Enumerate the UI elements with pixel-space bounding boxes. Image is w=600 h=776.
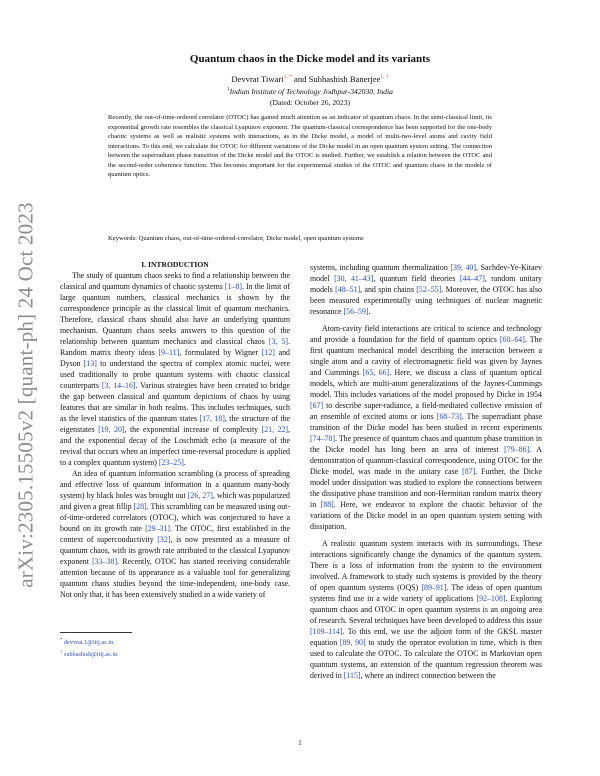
affiliation	[80, 87, 540, 96]
paragraph-text: . The presence of quantum chaos and quantum phase transition in the Dicke model has long been an area of interest	[310, 434, 542, 454]
citation-link[interactable]: [29–31]	[145, 524, 171, 533]
citation-link[interactable]: [56–59]	[343, 307, 369, 316]
affiliation-mark: 1	[227, 87, 230, 93]
abstract: Recently, the out-of-time-ordered correlator (OTOC) has gained much attention as an indicator of quantum chaos. In the semi-classical limit, its exponential growth rate resembles the classical Lyapunov exponent. The quantum-classical correspondence has been supported for the one-body chaotic systems as well as realistic systems with interactions, as in the Dicke model, a model of multi-two-level atoms and cavity field interactions. To this end, we calculate the OTOC for different variations of the Dicke model in an open quantum system setting. The connection between the superradiant phase transition of the Dicke model and the OTOC is studied. Further, we establish a relation between the OTOC and the second-order coherence function. This becomes important for the experimental studies of the OTOC and quantum chaos in the models of quantum optics.	[108, 114, 492, 178]
citation-link[interactable]: [89–91]	[421, 583, 447, 592]
citation-link[interactable]: [1–8]	[224, 282, 242, 291]
paragraph-text: . Random matrix theory ideas	[60, 337, 290, 357]
citation-link[interactable]: [60–64]	[499, 335, 525, 344]
paragraph-text: . Exploring quantum chaos and OTOC in open quantum systems is an ongoing area of research. Several techniques have been developed to address this issue	[310, 594, 542, 625]
paragraph-text: . A demonstration of quantum-classical correspondence, using OTOC for the Dicke model, was made in the unitary case	[310, 445, 542, 476]
intro-paragraph-1	[60, 270, 290, 468]
citation-link[interactable]: [68–73]	[436, 412, 462, 421]
citation-link[interactable]: [23–25]	[158, 458, 184, 467]
paragraph-text: , is now presented as a measure of quantum chaos, with its growth rate attributed to the classical Lyapunov exponent	[60, 535, 290, 566]
paragraph-text: , where an indirect connection between the	[360, 671, 496, 680]
citation-link[interactable]: [52–55]	[416, 285, 442, 294]
citation-link[interactable]: [89, 90]	[339, 638, 366, 647]
footnote-2-email[interactable]: subhashish@iitj.ac.in	[64, 651, 118, 659]
citation-link[interactable]: [115]	[343, 671, 361, 680]
citation-link[interactable]: [17, 18]	[199, 414, 225, 423]
citation-link[interactable]: [65, 66]	[362, 368, 390, 377]
left-column	[60, 259, 290, 600]
author-1: Devvrat Tiwari	[231, 74, 284, 84]
paragraph-text: . Moreover, the OTOC has also been measured experimentally using techniques of nuclear magnetic resonance	[310, 285, 542, 316]
citation-link[interactable]: [26, 27]	[187, 491, 213, 500]
paragraph-text: . To this end, we use the adjoint form of the GKSL master equation	[310, 627, 542, 647]
author-2: Subhashish Banerjee	[308, 74, 381, 84]
paragraph-text: , the structure of the eigenstates	[60, 414, 291, 434]
citation-link[interactable]: [74–78]	[310, 434, 335, 443]
citation-link[interactable]: [88]	[320, 500, 334, 509]
citation-link[interactable]: [109–114]	[310, 627, 343, 636]
section-heading: I. INTRODUCTION	[141, 260, 209, 269]
paragraph-text: . The OTOC, first established in the context of superconductivity	[60, 524, 290, 544]
intro-paragraph-3	[310, 262, 542, 317]
arxiv-sidebar	[4, 200, 48, 590]
date-line: (Dated: October 26, 2023)	[269, 98, 351, 107]
paragraph-text: . In the limit of large quantum numbers, classical mechanics is shown by the correspondence principle as the classical limit of quantum mechanics. Therefore, classical chaos should also have an underlying quantum mechanism. Quantum chaos seeks answers to this question of the relationship between quantum mechanics and classical chaos	[60, 282, 290, 346]
footnote-1-mark: *	[60, 638, 63, 643]
paragraph-text: systems, including quantum thermalization	[310, 263, 451, 272]
footnote-1-email[interactable]: devvrat.1@iitj.ac.in	[64, 639, 114, 647]
paragraph-text: An idea of quantum information scrambling (a process of spreading and effective loss of quantum information in a quantum many-body system) by black holes was brought out	[60, 469, 290, 500]
page-number: 1	[298, 738, 302, 747]
paragraph-text: . This scrambling can be measured using out-of-time-ordered correlators (OTOC), which was conjectured to have a bound on its growth rate	[60, 502, 290, 533]
paragraph-text: .	[183, 458, 186, 467]
citation-link[interactable]: [28]	[133, 502, 147, 511]
footnote-2-mark: †	[60, 650, 63, 656]
paragraph-text: to understand the spectra of complex atomic nuclei, were used traditionally to probe quantum systems with chaotic classical counterparts	[60, 359, 291, 390]
citation-link[interactable]: [48–51]	[335, 285, 361, 294]
paragraph-text: , which was popularized and given a great fillip	[60, 491, 291, 511]
citation-link[interactable]: [79–86]	[504, 445, 530, 454]
citation-link[interactable]: [12]	[261, 348, 275, 357]
paragraph-text: , and spin chains	[360, 285, 417, 294]
paragraph-text: and Dyson	[60, 348, 290, 368]
citation-link[interactable]: [67]	[310, 401, 324, 410]
citation-link[interactable]: [44–47]	[459, 274, 485, 283]
citation-link[interactable]: [33–38]	[92, 557, 118, 566]
footnote-rule	[60, 632, 132, 633]
paragraph-text: . Here, we discuss a class of quantum optical models, which are multi-atom generalizations of the Jaynes-Cummings model. This includes variations of the model proposed by Dicke in 1954	[310, 368, 542, 399]
citation-link[interactable]: [32]	[157, 535, 171, 544]
intro-paragraph-4	[310, 323, 542, 532]
authors-and: and	[291, 74, 309, 84]
intro-paragraph-2	[60, 468, 290, 600]
right-column	[310, 262, 542, 681]
paragraph-text: . The first quantum mechanical model describing the interaction between a single atom and a cavity of electromagnetic field was given by Jaynes and Cummings	[310, 335, 542, 377]
author-1-mark: 1, *	[283, 74, 292, 81]
paragraph-text: , formulated by Wigner	[179, 348, 262, 357]
paragraph-text: A realistic quantum system interacts with its surroundings. These interactions significantly change the dynamics of the quantum system. There is a loss of information from the system to the environment involved. A framework to study such systems is provided by the theory of open quantum systems (OQS)	[310, 539, 542, 592]
affiliation-text: Indian Institute of Technology Jodhpur-342030, India	[229, 87, 393, 96]
paragraph-text: . The ideas of open quantum systems find use in a wide variety of applications	[310, 583, 543, 603]
paragraph-text: . The superradiant phase transition of the Dicke model has been studied in recent experiments	[310, 412, 542, 432]
citation-link[interactable]: [92–108]	[476, 594, 506, 603]
footnote-1	[60, 636, 290, 648]
paragraph-text: to study the operator evolution in time, which is then used to calculate the OTOC. To calculate the OTOC in Markovian open quantum systems, an extension of the quantum regression theorem was derived in	[310, 638, 542, 680]
paragraph-text: . Here, we endeavor to explore the chaotic behavior of the variations of the Dicke model in an open quantum system setting with dissipation.	[310, 500, 542, 531]
paragraph-text: , the exponential increase of complexity	[124, 425, 262, 434]
author-2-mark: 1, †	[380, 74, 389, 81]
footnote-2	[60, 648, 290, 660]
citation-link[interactable]: [3, 14–16]	[101, 381, 136, 390]
citation-link[interactable]: [39, 40]	[450, 263, 476, 272]
author-line	[80, 74, 540, 84]
paragraph-text: , and the exponential decay of the Loschmidt echo (a measure of the revival that occurs when an imperfect time-reversal procedure is applied to a complex quantum system)	[60, 425, 291, 467]
paragraph-text: .	[368, 307, 371, 316]
paragraph-text: . Various strategies have been created to bridge the gap between classical and quantum depictions of chaos by using features that are similar in both realms. This includes techniques, such as the level statistics of the quantum states	[60, 381, 290, 423]
paragraph-text: , quantum field theories	[373, 274, 460, 283]
paragraph-text: to describe super-radiance, a field-mediated collective emission of an ensemble of excited atoms or ions	[310, 401, 542, 421]
arxiv-identifier: arXiv:2305.15505v2 [quant-ph] 24 Oct 2023	[13, 202, 38, 588]
citation-link[interactable]: [3, 5]	[268, 337, 289, 346]
citation-link[interactable]: [30, 41–43]	[334, 274, 374, 283]
citation-link[interactable]: [13]	[83, 359, 97, 368]
citation-link[interactable]: [21, 22]	[261, 425, 289, 434]
citation-link[interactable]: [19, 20]	[98, 425, 125, 434]
paragraph-text: . Recently, OTOC has started receiving considerable attention because of its appearance as a valuable tool for generalizing quantum chaos studies beyond the time-independent, one-body case. Not only that, it has been extensively studied in a wide variety of	[60, 557, 290, 599]
paragraph-text: , random unitary models	[310, 274, 542, 294]
citation-link[interactable]: [9–11]	[158, 348, 180, 357]
paragraph-text: . Further, the Dicke model under dissipation was studied to explore the connections between the dissipative phase transition and non-Hermitian random matrix theory in	[310, 467, 542, 509]
intro-paragraph-5	[310, 538, 542, 681]
citation-link[interactable]: [87]	[462, 467, 476, 476]
paragraph-text: , Sachdev-Ye-Kitaev model	[310, 263, 543, 283]
keywords: Keywords: Quantum chaos, out-of-time-ordered-correlator, Dicke model, open quantum systems	[108, 235, 364, 242]
paragraph-text: Atom-cavity field interactions are critical to science and technology and provide a foundation for the field of quantum optics	[310, 324, 542, 344]
paragraph-text: The study of quantum chaos seeks to find a relationship between the classical and quantum dynamics of chaotic systems	[60, 271, 290, 291]
paper-title: Quantum chaos in the Dicke model and its variants	[189, 53, 431, 65]
footnotes	[60, 636, 290, 660]
